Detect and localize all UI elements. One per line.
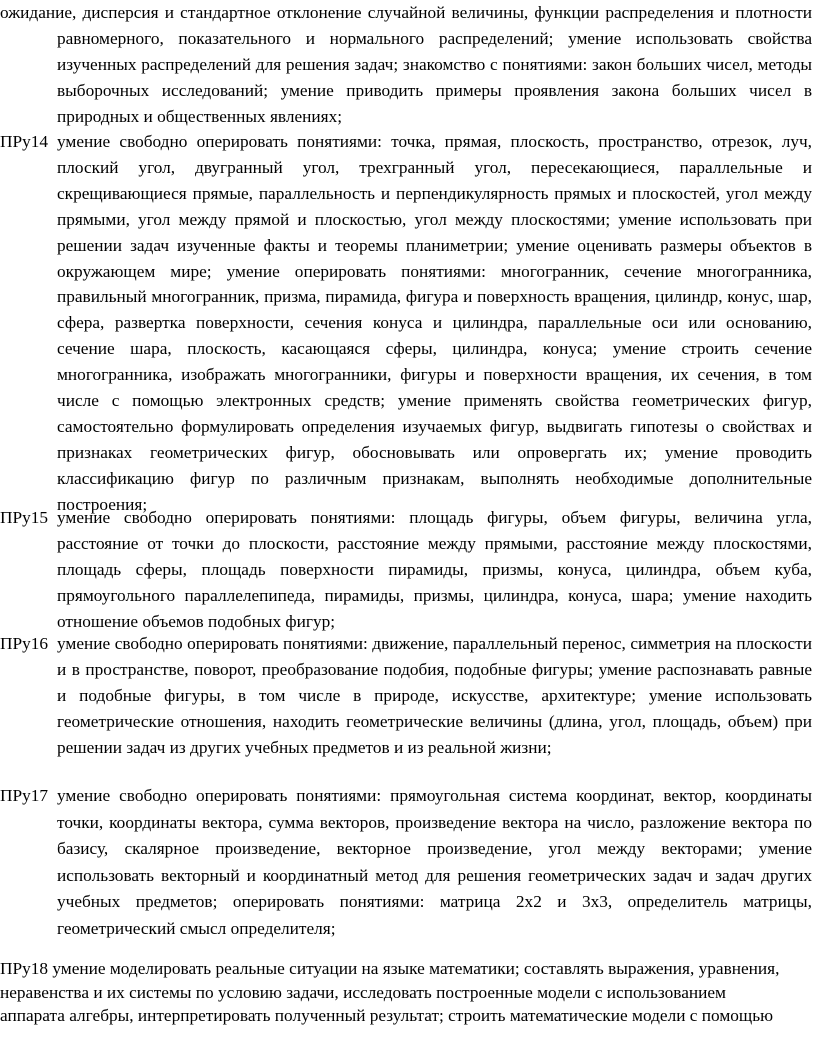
requirement-text: умение свободно оперировать понятиями: прямоугольная система координат, вектор, координаты точки, координаты вектора, сумма векторов, произведение вектора на число, разложение вектора по базису, скалярное произведение, векторное произведение, угол между векторами; умение использовать векторный и координатный метод для решения геометрических задач и задач других учебных предметов; оперировать понятиями: матрица 2х2 и 3х3, определитель матрицы, геометрический смысл определителя;: [57, 786, 812, 938]
requirement-item-16: [0, 631, 812, 761]
continuation-paragraph: ожидание, дисперсия и стандартное отклонение случайной величины, функции распределения и плотности равномерного, показательного и нормального распределений; умение использовать свойства изученных распределений для решения задач; знакомство с понятиями: закон больших чисел, методы выборочных исследований; умение приводить примеры проявления закона больших чисел в природных и общественных явлениях;: [0, 3, 812, 126]
requirement-item-15: [0, 505, 812, 635]
requirement-code: ПРу16: [0, 634, 49, 653]
requirement-text: умение свободно оперировать понятиями: точка, прямая, плоскость, пространство, отрезок, луч, плоский угол, двугранный угол, трехгранный угол, пересекающиеся, параллельные и скрещивающиеся прямые, параллельность и перпендикулярность прямых и плоскостей, угол между прямыми, угол между прямой и плоскостью, угол между плоскостями; умение использовать при решении задач изученные факты и теоремы планиметрии; умение оценивать размеры объектов в окружающем мире; умение оперировать понятиями: многогранник, сечение многогранника, правильный многогранник, призма, пирамида, фигура и поверхность вращения, цилиндр, конус, шар, сфера, развертка поверхности, сечения конуса и цилиндра, параллельные оси или основанию, сечение шара, плоскость, касающаяся сферы, цилиндра, конуса; умение строить сечение многогранника, изображать многогранники, фигуры и поверхности вращения, их сечения, в том числе с помощью электронных средств; умение применять свойства геометрических фигур, самостоятельно формулировать определения изучаемых фигур, выдвигать гипотезы о свойствах и признаках геометрических фигур, обосновывать или опровергать их; умение проводить классификацию фигур по различным признакам, выполнять необходимые дополнительные построения;: [57, 132, 812, 514]
requirement-item-18: [0, 957, 790, 1028]
requirement-code: ПРу14: [0, 132, 49, 151]
requirement-item-14: [0, 129, 812, 518]
requirement-code: ПРу17: [0, 786, 49, 805]
requirement-code: ПРу15: [0, 508, 49, 527]
requirement-text: умение свободно оперировать понятиями: движение, параллельный перенос, симметрия на плоскости и в пространстве, поворот, преобразование подобия, подобные фигуры; умение распознавать равные и подобные фигуры, в том числе в природе, искусстве, архитектуре; умение использовать геометрические отношения, находить геометрические величины (длина, угол, площадь, объем) при решении задач из других учебных предметов и из реальной жизни;: [57, 634, 812, 757]
requirement-item-17: [0, 783, 812, 942]
requirement-text: умение моделировать реальные ситуации на языке математики; составлять выражения, уравнения, неравенства и их системы по условию задачи, исследовать построенные модели с использованием аппарата алгебры, интерпретировать полученный результат; строить математические модели с помощью: [0, 959, 780, 1025]
requirement-code: ПРу18: [0, 959, 49, 978]
requirement-text: умение свободно оперировать понятиями: площадь фигуры, объем фигуры, величина угла, расстояние от точки до плоскости, расстояние между прямыми, расстояние между плоскостями, площадь сферы, площадь поверхности пирамиды, призмы, конуса, цилиндра, объем куба, прямоугольного параллелепипеда, пирамиды, призмы, цилиндра, конуса, шара; умение находить отношение объемов подобных фигур;: [57, 508, 812, 631]
